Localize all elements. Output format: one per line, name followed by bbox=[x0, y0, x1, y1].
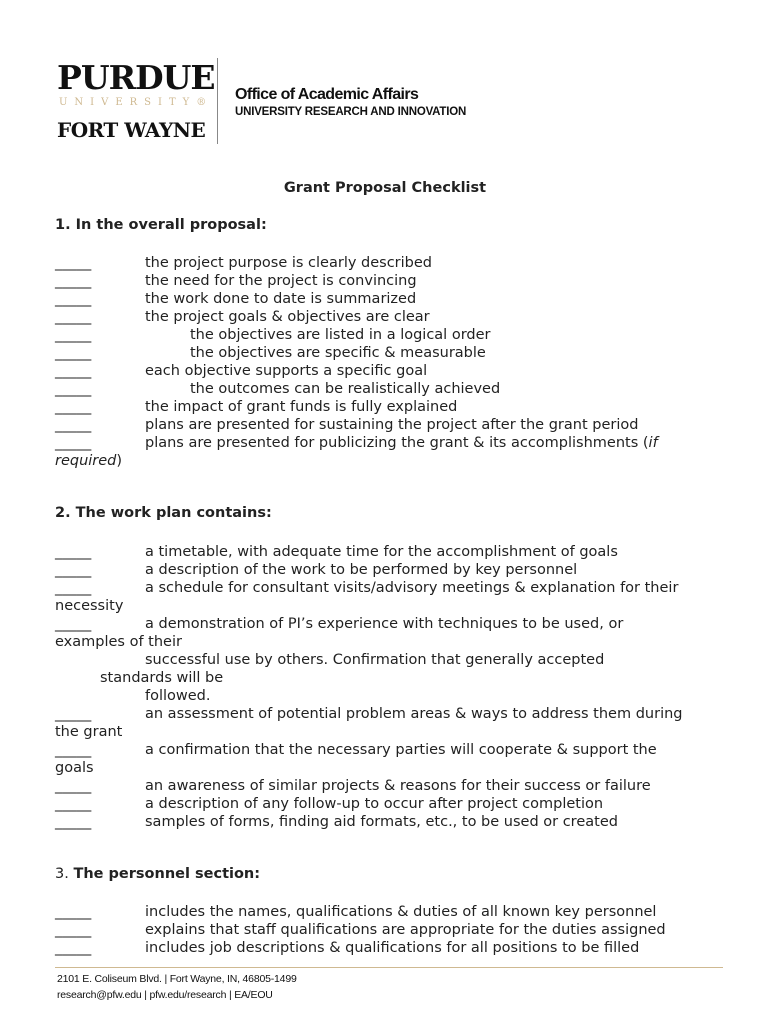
checklist-item bbox=[55, 434, 715, 470]
checklist-item bbox=[55, 308, 715, 326]
checkbox-blank[interactable]: _____ bbox=[55, 273, 92, 289]
item-text: the project goals & objectives are clear bbox=[145, 309, 430, 325]
checkbox-blank[interactable]: _____ bbox=[55, 562, 92, 578]
checkbox-blank[interactable]: _____ bbox=[55, 309, 92, 325]
item-text: includes the names, qualifications & duties of all known key personnel bbox=[145, 904, 657, 920]
item-text: a confirmation that the necessary parties will cooperate & support the bbox=[145, 742, 657, 758]
section2-heading-text: 2. The work plan contains: bbox=[55, 505, 272, 521]
checklist-item bbox=[55, 398, 715, 416]
office-title: Office of Academic Affairs bbox=[235, 86, 419, 103]
item-text: a description of any follow-up to occur after project completion bbox=[145, 796, 604, 812]
checklist-item bbox=[55, 362, 715, 380]
footer-address: 2101 E. Coliseum Blvd. | Fort Wayne, IN, 46805-1499 bbox=[57, 973, 297, 985]
checkbox-blank[interactable]: _____ bbox=[55, 291, 92, 307]
checkbox-blank[interactable]: _____ bbox=[55, 327, 92, 343]
logo-divider bbox=[217, 58, 218, 144]
item-text bbox=[55, 434, 715, 452]
checkbox-blank[interactable]: _____ bbox=[55, 399, 92, 415]
university-wordmark: UNIVERSITY® bbox=[59, 97, 214, 108]
checkbox-blank[interactable]: _____ bbox=[55, 814, 92, 830]
item-text-continued: followed. bbox=[145, 688, 211, 704]
section1-heading-text: 1. In the overall proposal: bbox=[55, 217, 267, 233]
item-text-part: ) bbox=[116, 453, 123, 469]
checklist-item bbox=[55, 795, 715, 813]
item-text: an awareness of similar projects & reasons for their success or failure bbox=[145, 778, 651, 794]
item-text: a description of the work to be performed by key personnel bbox=[145, 562, 578, 578]
item-text-continued bbox=[55, 452, 715, 470]
item-text: a timetable, with adequate time for the accomplishment of goals bbox=[145, 544, 618, 560]
checkbox-blank[interactable]: _____ bbox=[55, 922, 92, 938]
item-text: the objectives are listed in a logical order bbox=[190, 327, 491, 343]
item-text: a schedule for consultant visits/advisory meetings & explanation for their bbox=[145, 580, 679, 596]
checkbox-blank[interactable]: _____ bbox=[55, 363, 92, 379]
checklist-item bbox=[55, 615, 715, 705]
item-text-italic: if bbox=[648, 435, 658, 451]
item-text: explains that staff qualifications are appropriate for the duties assigned bbox=[145, 922, 666, 938]
footer-contact: research@pfw.edu | pfw.edu/research | EA/EOU bbox=[57, 989, 273, 1001]
item-text-part: plans are presented for publicizing the grant & its accomplishments ( bbox=[145, 435, 649, 451]
checkbox-blank[interactable]: _____ bbox=[55, 435, 92, 451]
checkbox-blank[interactable]: _____ bbox=[55, 940, 92, 956]
checklist-item bbox=[55, 903, 715, 921]
checkbox-blank[interactable]: _____ bbox=[55, 778, 92, 794]
checklist-item bbox=[55, 344, 715, 362]
purdue-wordmark: PURDUE bbox=[57, 58, 215, 97]
checklist-item bbox=[55, 561, 715, 579]
checklist-item bbox=[55, 290, 715, 308]
footer-rule bbox=[55, 967, 723, 968]
section3-heading bbox=[55, 866, 260, 882]
checkbox-blank[interactable]: _____ bbox=[55, 796, 92, 812]
item-text: the objectives are specific & measurable bbox=[190, 345, 486, 361]
checkbox-blank[interactable]: _____ bbox=[55, 706, 92, 722]
checklist-item bbox=[55, 777, 715, 795]
office-subtitle: UNIVERSITY RESEARCH AND INNOVATION bbox=[235, 106, 467, 118]
checkbox-blank[interactable]: _____ bbox=[55, 742, 92, 758]
item-text: the outcomes can be realistically achieved bbox=[190, 381, 501, 397]
checklist-item bbox=[55, 579, 715, 615]
checkbox-blank[interactable]: _____ bbox=[55, 616, 92, 632]
checklist-item bbox=[55, 741, 715, 777]
checklist-item bbox=[55, 939, 715, 957]
section3-heading-number: 3. bbox=[55, 866, 69, 882]
checklist-item bbox=[55, 254, 715, 272]
checkbox-blank[interactable]: _____ bbox=[55, 417, 92, 433]
checklist-item bbox=[55, 921, 715, 939]
checkbox-blank[interactable]: _____ bbox=[55, 580, 92, 596]
checklist-item bbox=[55, 543, 715, 561]
item-text: samples of forms, finding aid formats, etc., to be used or created bbox=[145, 814, 618, 830]
item-text-continued: examples of their bbox=[55, 634, 182, 650]
checkbox-blank[interactable]: _____ bbox=[55, 904, 92, 920]
item-text-continued: standards will be bbox=[100, 670, 224, 686]
fort-wayne-wordmark: FORT WAYNE bbox=[57, 118, 206, 142]
item-text: the impact of grant funds is fully explained bbox=[145, 399, 458, 415]
checklist-item bbox=[55, 326, 715, 344]
checkbox-blank[interactable]: _____ bbox=[55, 255, 92, 271]
item-text-italic: required bbox=[55, 453, 117, 469]
section2-heading bbox=[55, 505, 272, 521]
checkbox-blank[interactable]: _____ bbox=[55, 345, 92, 361]
item-text: an assessment of potential problem areas & ways to address them during bbox=[145, 706, 683, 722]
checklist-item bbox=[55, 416, 715, 434]
section1-heading bbox=[55, 217, 267, 233]
checkbox-blank[interactable]: _____ bbox=[55, 381, 92, 397]
item-text-continued: the grant bbox=[55, 724, 123, 740]
item-text-continued: successful use by others. Confirmation that generally accepted bbox=[145, 652, 605, 668]
item-text-continued: goals bbox=[55, 760, 94, 776]
item-text: the project purpose is clearly described bbox=[145, 255, 433, 271]
checklist-item bbox=[55, 813, 715, 831]
item-text: each objective supports a specific goal bbox=[145, 363, 428, 379]
item-text: the need for the project is convincing bbox=[145, 273, 417, 289]
item-text: plans are presented for sustaining the project after the grant period bbox=[145, 417, 639, 433]
checklist-item bbox=[55, 380, 715, 398]
checklist-item bbox=[55, 272, 715, 290]
item-text: the work done to date is summarized bbox=[145, 291, 417, 307]
item-text: includes job descriptions & qualifications for all positions to be filled bbox=[145, 940, 640, 956]
checklist-item bbox=[55, 705, 715, 741]
item-text: a demonstration of PI’s experience with techniques to be used, or bbox=[145, 616, 624, 632]
item-text-continued: necessity bbox=[55, 598, 124, 614]
section3-heading-text: The personnel section: bbox=[73, 866, 261, 882]
document-title: Grant Proposal Checklist bbox=[283, 180, 487, 196]
checkbox-blank[interactable]: _____ bbox=[55, 544, 92, 560]
